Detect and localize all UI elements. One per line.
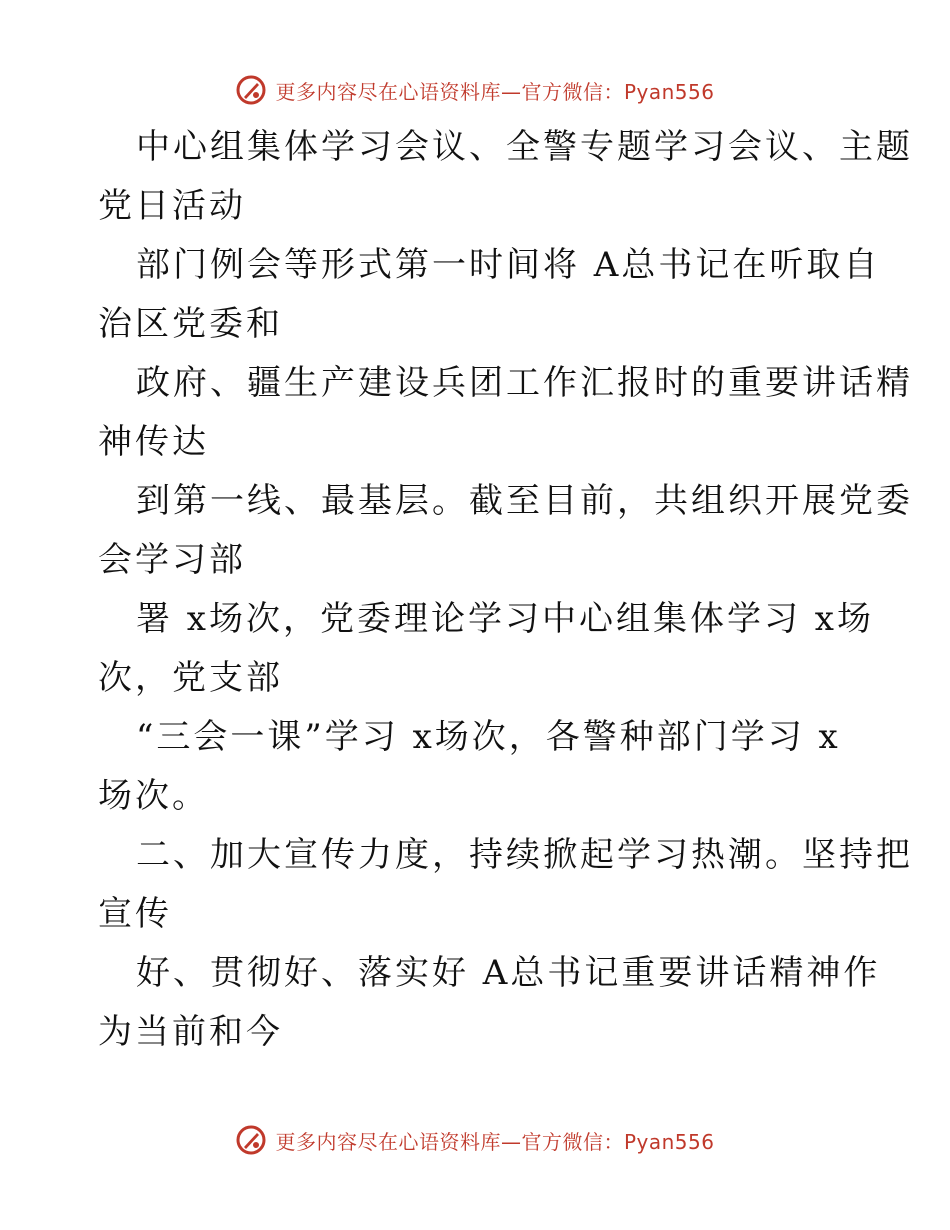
text-line: 神传达 xyxy=(98,422,209,462)
text-line: 会学习部 xyxy=(98,540,246,580)
text-line: 场次。 xyxy=(98,776,209,816)
text-line: 中心组集体学习会议、全警专题学习会议、主题 xyxy=(136,127,913,167)
text-line: 治区党委和 xyxy=(98,304,283,344)
text-line: 政府、疆生产建设兵团工作汇报时的重要讲话精 xyxy=(136,363,913,403)
document-body xyxy=(98,118,913,1062)
text-line: 好、贯彻好、落实好 A总书记重要讲话精神作 xyxy=(136,953,881,993)
watermark-text: 更多内容尽在心语资料库—官方微信：Pyan556 xyxy=(275,1129,715,1154)
text-line: 为当前和今 xyxy=(98,1012,283,1052)
text-line: 到第一线、最基层。截至目前，共组织开展党委 xyxy=(136,481,913,521)
text-line: 部门例会等形式第一时间将 A总书记在听取自 xyxy=(136,245,881,285)
header-watermark xyxy=(0,70,950,110)
quill-logo-icon xyxy=(235,1124,267,1156)
footer-watermark xyxy=(0,1120,950,1160)
quill-logo-icon xyxy=(235,74,267,106)
text-line: 宣传 xyxy=(98,894,172,934)
text-line: 次，党支部 xyxy=(98,658,283,698)
text-line: 党日活动 xyxy=(98,186,246,226)
text-line: 二、加大宣传力度，持续掀起学习热潮。坚持把 xyxy=(136,835,913,875)
text-line: “三会一课”学习 x场次，各警种部门学习 x xyxy=(136,717,841,757)
watermark-text: 更多内容尽在心语资料库—官方微信：Pyan556 xyxy=(275,79,715,104)
text-line: 署 x场次，党委理论学习中心组集体学习 x场 xyxy=(136,599,874,639)
